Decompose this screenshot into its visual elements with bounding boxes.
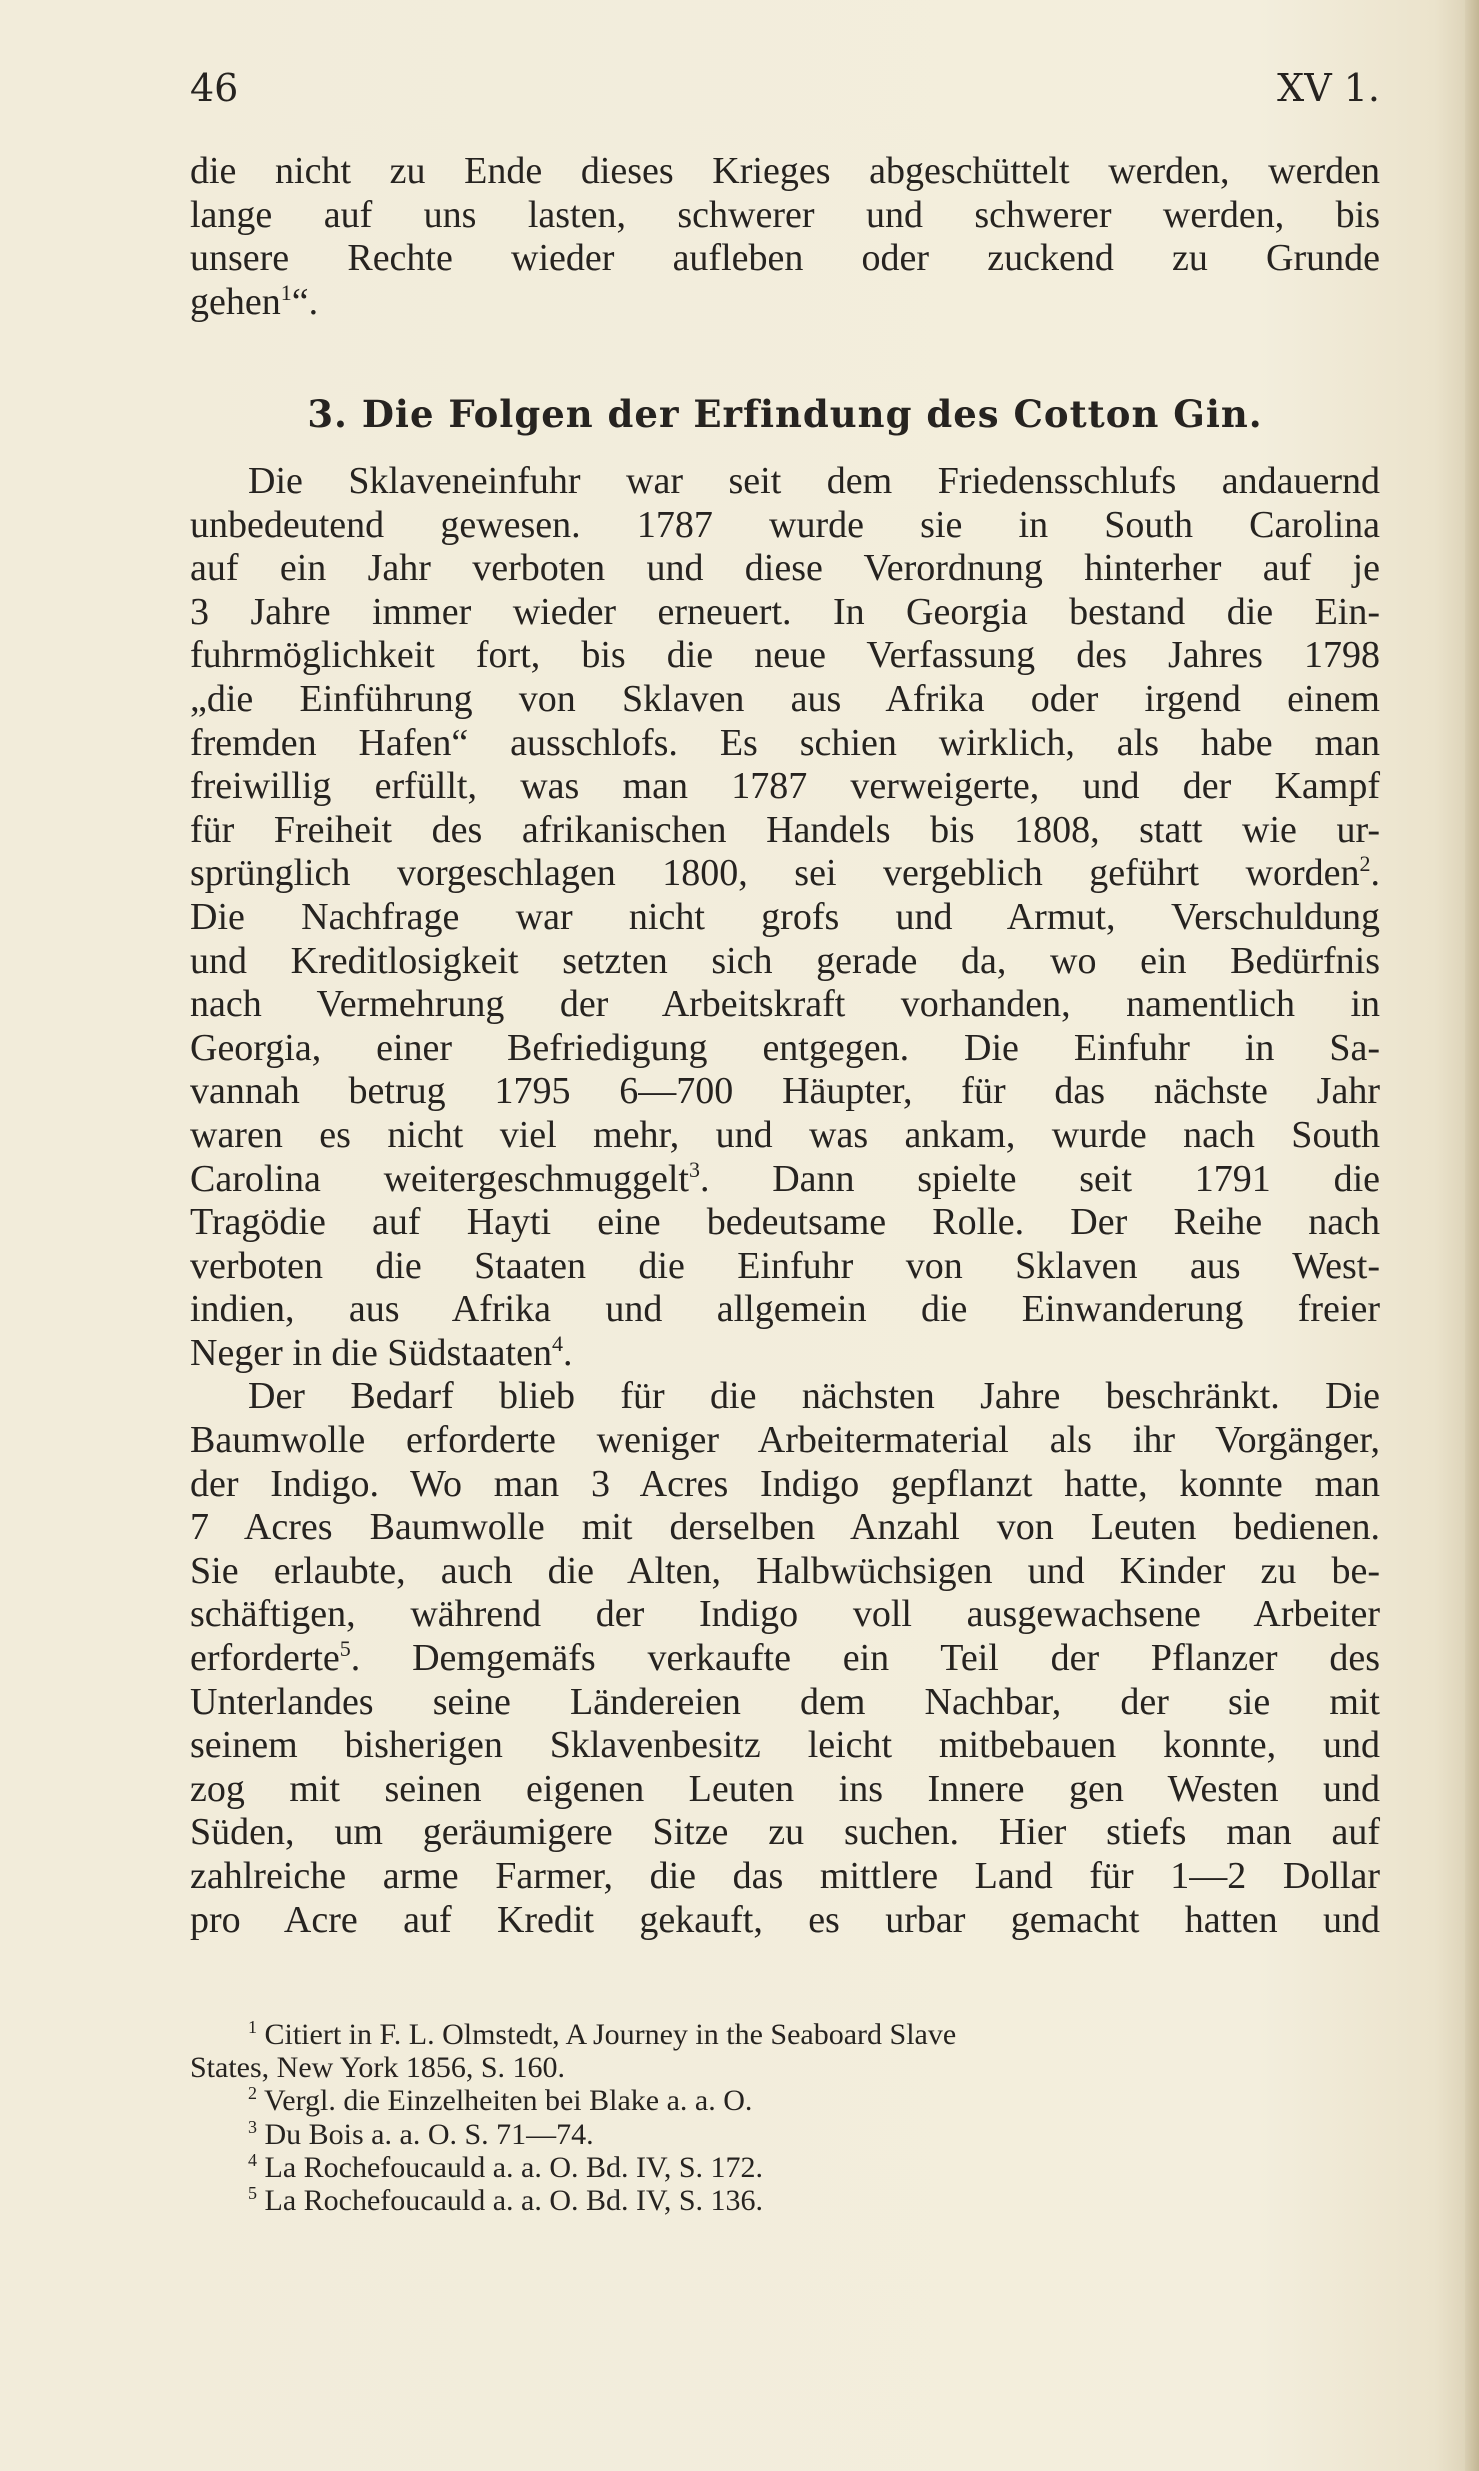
text-line: freiwillig erfüllt, was man 1787 verweigerte, und der Kampf bbox=[190, 765, 1380, 808]
footnote-number: 4 bbox=[248, 2149, 257, 2170]
text-line: die nicht zu Ende dieses Krieges abgeschüttelt werden, werden bbox=[190, 150, 1380, 192]
footnote: $^3$ Du Bois a. a. O. S. 71—74. bbox=[248, 2116, 594, 2151]
footnote-number: 3 bbox=[248, 2116, 257, 2137]
text-line: 7 Acres Baumwolle mit derselben Anzahl von Leuten bedienen. bbox=[190, 1506, 1380, 1549]
text-line: schäftigen, während der Indigo voll ausgewachsene Arbeiter bbox=[190, 1593, 1380, 1636]
text-line: Süden, um geräumigere Sitze zu suchen. Hier stiefs man auf bbox=[190, 1811, 1380, 1854]
text-line: Tragödie auf Hayti eine bedeutsame Rolle. Der Reihe nach bbox=[190, 1201, 1380, 1244]
footnote: $^1$ Citiert in F. L. Olmstedt, A Journey in the Seaboard Slave bbox=[248, 2017, 957, 2051]
text-line: erforderte$^5$. Demgemäfs verkaufte ein Teil der Pflanzer des bbox=[190, 1636, 1380, 1680]
text-line: der Indigo. Wo man 3 Acres Indigo gepflanzt hatte, konnte man bbox=[190, 1462, 1380, 1505]
footnote-reference: 5 bbox=[339, 1636, 351, 1662]
text-line: seinem bisherigen Sklavenbesitz leicht mitbebauen konnte, und bbox=[190, 1724, 1380, 1767]
text-line: Baumwolle erforderte weniger Arbeitermaterial als ihr Vorgänger, bbox=[190, 1419, 1380, 1462]
text-line: fremden Hafen“ ausschlofs. Es schien wirklich, als habe man bbox=[190, 721, 1380, 764]
text-line: Neger in die Südstaaten$^4$. bbox=[190, 1330, 573, 1374]
text-line: Die Sklaveneinfuhr war seit dem Friedensschlufs andauernd bbox=[248, 460, 1380, 502]
footnote-number: 2 bbox=[248, 2083, 257, 2104]
text-line: auf ein Jahr verboten und diese Verordnung hinterher auf je bbox=[190, 547, 1380, 590]
text-line: indien, aus Afrika und allgemein die Einwanderung freier bbox=[190, 1288, 1380, 1331]
text-line: und Kreditlosigkeit setzten sich gerade da, wo ein Bedürfnis bbox=[190, 939, 1380, 982]
footnote-reference: 3 bbox=[688, 1156, 700, 1182]
footnote: States, New York 1856, S. 160. bbox=[190, 2051, 566, 2085]
text-line: sprünglich vorgeschlagen 1800, sei vergeblich geführt worden$^2$. bbox=[190, 851, 1380, 895]
text-line: nach Vermehrung der Arbeitskraft vorhanden, namentlich in bbox=[190, 983, 1380, 1026]
page-header bbox=[190, 66, 1380, 126]
text-line: Unterlandes seine Ländereien dem Nachbar, der sie mit bbox=[190, 1680, 1380, 1723]
page-edge bbox=[1465, 0, 1479, 2471]
text-line: Sie erlaubte, auch die Alten, Halbwüchsigen und Kinder zu be- bbox=[190, 1549, 1380, 1592]
text-line: Die Nachfrage war nicht grofs und Armut, Verschuldung bbox=[190, 895, 1380, 938]
section-heading: 3. Die Folgen der Erfindung des Cotton Gin. bbox=[307, 392, 1263, 436]
footnote-reference: 4 bbox=[551, 1330, 563, 1356]
footnote-reference: 2 bbox=[1359, 851, 1371, 877]
section-body bbox=[190, 460, 1380, 1942]
footnote-number: 1 bbox=[248, 2017, 257, 2037]
text-line: gehen$^1$“. bbox=[190, 279, 319, 323]
footnote: $^4$ La Rochefoucauld a. a. O. Bd. IV, S. 172. bbox=[248, 2149, 764, 2184]
text-line: zog mit seinen eigenen Leuten ins Innere gen Westen und bbox=[190, 1767, 1380, 1810]
text-line: pro Acre auf Kredit gekauft, es urbar gemacht hatten und bbox=[190, 1898, 1380, 1941]
text-line: „die Einführung von Sklaven aus Afrika oder irgend einem bbox=[190, 677, 1380, 720]
footnotes bbox=[190, 2018, 1380, 2217]
text-line: 3 Jahre immer wieder erneuert. In Georgia bestand die Ein- bbox=[190, 590, 1380, 633]
text-line: lange auf uns lasten, schwerer und schwerer werden, bis bbox=[190, 193, 1380, 236]
footnote: $^2$ Vergl. die Einzelheiten bei Blake a. a. O. bbox=[248, 2083, 753, 2118]
text-line: zahlreiche arme Farmer, die das mittlere Land für 1—2 Dollar bbox=[190, 1855, 1380, 1897]
page-number: 46 bbox=[190, 66, 239, 110]
footnote-reference: 1 bbox=[280, 279, 292, 305]
text-line: fuhrmöglichkeit fort, bis die neue Verfassung des Jahres 1798 bbox=[190, 634, 1380, 677]
text-line: vannah betrug 1795 6—700 Häupter, für das nächste Jahr bbox=[190, 1070, 1380, 1113]
text-line: unbedeutend gewesen. 1787 wurde sie in South Carolina bbox=[190, 503, 1380, 546]
footnote-number: 5 bbox=[248, 2183, 257, 2204]
text-line: Der Bedarf blieb für die nächsten Jahre beschränkt. Die bbox=[248, 1375, 1380, 1418]
text-line: Carolina weitergeschmuggelt$^3$. Dann spielte seit 1791 die bbox=[190, 1156, 1380, 1200]
paragraph-continued bbox=[190, 150, 1380, 324]
text-line: waren es nicht viel mehr, und was ankam, wurde nach South bbox=[190, 1113, 1380, 1156]
text-line: für Freiheit des afrikanischen Handels bis 1808, statt wie ur- bbox=[190, 808, 1380, 851]
footnote: $^5$ La Rochefoucauld a. a. O. Bd. IV, S. 136. bbox=[248, 2183, 764, 2218]
text-line: Georgia, einer Befriedigung entgegen. Die Einfuhr in Sa- bbox=[190, 1026, 1380, 1069]
running-head: XV 1. bbox=[1277, 66, 1380, 110]
text-line: verboten die Staaten die Einfuhr von Sklaven aus West- bbox=[190, 1244, 1380, 1287]
text-line: unsere Rechte wieder aufleben oder zuckend zu Grunde bbox=[190, 237, 1380, 280]
